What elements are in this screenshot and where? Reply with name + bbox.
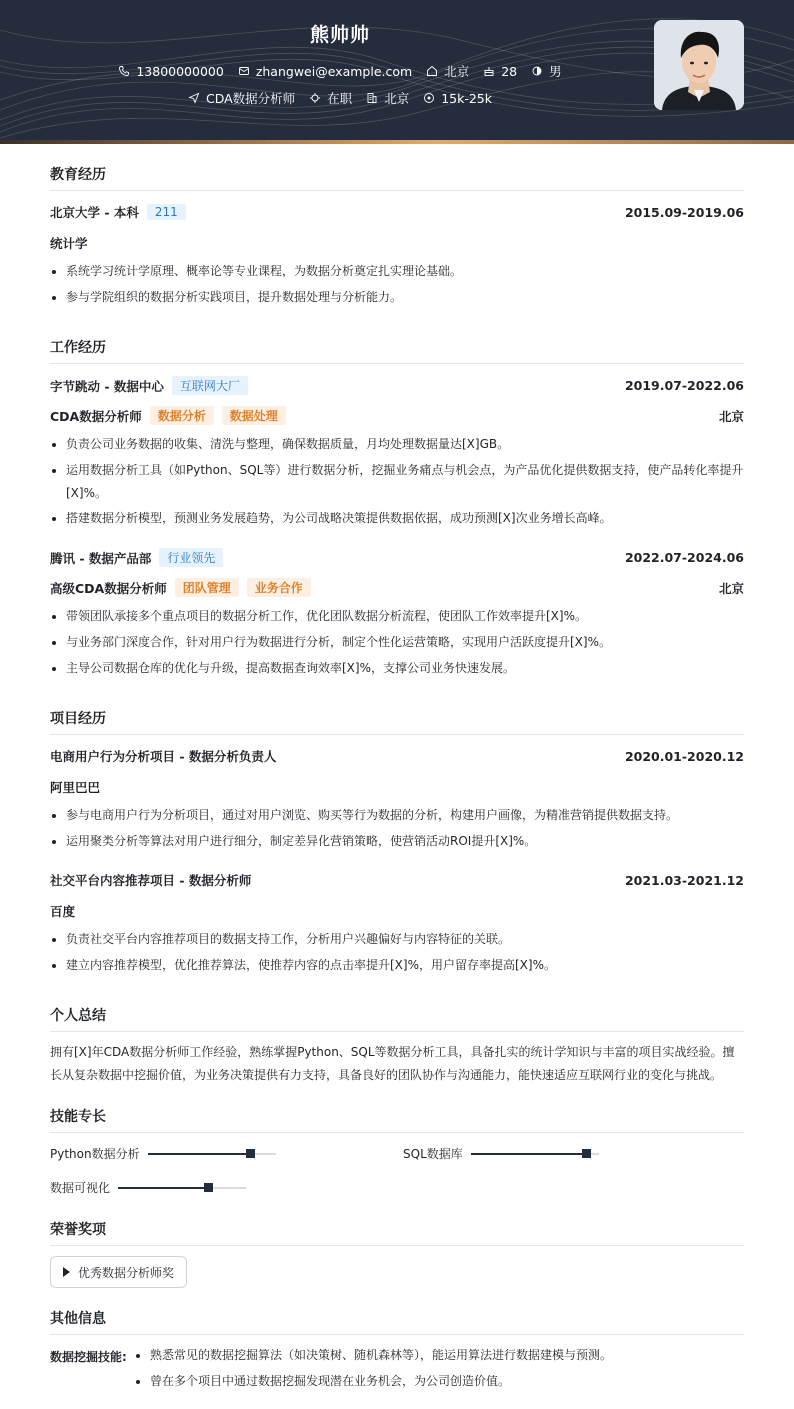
skill-name: SQL数据库 (403, 1147, 463, 1161)
avatar-photo (654, 20, 744, 110)
project-name: 社交平台内容推荐项目 - 数据分析师 (50, 873, 252, 888)
candidate-name: 熊帅帅 (309, 24, 370, 46)
skill-item (403, 1145, 599, 1162)
summary-section-title: 个人总结 (50, 1005, 744, 1032)
phone-item (118, 64, 223, 79)
job-bullet: 主导公司数据仓库的优化与升级，提高数据查询效率[X]%，支撑公司业务快速发展。 (50, 657, 750, 680)
email-item (238, 64, 412, 79)
skills-section-title: 技能专长 (50, 1106, 744, 1133)
skill-level-knob (204, 1183, 213, 1192)
avatar-portrait (654, 20, 744, 110)
job-bullet: 带领团队承接多个重点项目的数据分析工作，优化团队数据分析流程，使团队工作效率提升[X]%。 (50, 605, 750, 628)
other-section-title: 其他信息 (50, 1308, 744, 1335)
project-date: 2021.03-2021.12 (624, 872, 744, 888)
job-bullet: 搭建数据分析模型，预测业务发展趋势，为公司战略决策提供数据依据，成功预测[X]次业务增长高峰。 (50, 507, 750, 530)
email-text: zhangwei@example.com (255, 63, 413, 79)
money-icon (423, 92, 435, 104)
target-job-item (188, 89, 295, 107)
project-row (50, 747, 744, 765)
job-company-row (50, 376, 744, 395)
education-bullet: 系统学习统计学原理、概率论等专业课程，为数据分析奠定扎实理论基础。 (50, 260, 750, 283)
award-toggle[interactable] (50, 1256, 187, 1288)
award-name: 优秀数据分析师奖 (78, 1265, 175, 1280)
gender-text: 男 (549, 64, 562, 79)
skill-item (50, 1145, 276, 1162)
summary-text: 拥有[X]年CDA数据分析师工作经验，熟练掌握Python、SQL等数据分析工具，具备扎实的统计学知识与丰富的项目实战经验。擅长从复杂数据中挖掘价值，为业务决策提供有力支持，具备良好的团队协作与沟通能力，能快速适应互联网行业的变化与挑战。 (50, 1045, 735, 1082)
job-city: 北京 (718, 408, 744, 424)
education-row (50, 203, 744, 221)
other-bullet: 曾在多个项目中通过数据挖掘发现潜在业务机会，为公司创造价值。 (134, 1370, 734, 1393)
job-position: CDA数据分析师 (50, 408, 142, 424)
job-date: 2019.07-2022.06 (624, 378, 744, 393)
send-icon (188, 92, 200, 104)
project-section-title: 项目经历 (50, 708, 744, 735)
project-bullet: 运用聚类分析等算法对用户进行细分，制定差异化营销策略，使营销活动ROI提升[X]%。 (50, 830, 750, 853)
education-bullet: 参与学院组织的数据分析实践项目，提升数据处理与分析能力。 (50, 286, 750, 309)
school-tag: 211 (147, 204, 186, 220)
skill-level-bar (118, 1187, 246, 1189)
job-position: 高级CDA数据分析师 (50, 580, 167, 596)
gender-item (531, 62, 562, 80)
home-icon (426, 65, 438, 77)
target-job-text: CDA数据分析师 (205, 91, 296, 106)
skill-level-knob (246, 1149, 255, 1158)
school-name: 北京大学 - 本科 (50, 205, 139, 220)
skill-level-fill (471, 1153, 586, 1155)
gender-icon (531, 65, 543, 77)
job-position-row (50, 578, 744, 597)
skill-level-bar (148, 1153, 276, 1155)
status-icon (309, 92, 321, 104)
job-intent-row (0, 89, 680, 107)
city-text: 北京 (444, 64, 470, 79)
education-major: 统计学 (50, 236, 88, 251)
status-item (309, 89, 352, 107)
job-city: 北京 (718, 580, 744, 596)
other-bullet: 熟悉常见的数据挖掘算法（如决策树、随机森林等），能运用算法进行数据建模与预测。 (134, 1344, 734, 1367)
target-city-item (366, 89, 409, 107)
skill-tag: 数据分析 (150, 406, 214, 425)
header-accent-bar (0, 140, 794, 144)
skill-tag: 业务合作 (247, 578, 311, 597)
target-city-text: 北京 (384, 91, 410, 106)
resume-header (0, 0, 794, 142)
awards-section-title: 荣誉奖项 (50, 1219, 744, 1246)
city-item (426, 62, 469, 80)
skill-item (50, 1179, 246, 1196)
project-org: 阿里巴巴 (50, 780, 101, 795)
salary-item (423, 91, 492, 106)
project-bullet: 参与电商用户行为分析项目，通过对用户浏览、购买等行为数据的分析，构建用户画像，为精准营销提供数据支持。 (50, 804, 750, 827)
job-company-row (50, 548, 744, 567)
education-section-title: 教育经历 (50, 164, 744, 191)
status-text: 在职 (327, 91, 353, 106)
project-org: 百度 (50, 904, 76, 919)
skill-level-fill (118, 1187, 208, 1189)
project-bullet: 负责社交平台内容推荐项目的数据支持工作，分析用户兴趣偏好与内容特征的关联。 (50, 928, 750, 951)
phone-text: 13800000000 (136, 63, 224, 79)
job-date: 2022.07-2024.06 (624, 550, 744, 565)
cake-icon (483, 65, 495, 77)
skill-tag: 团队管理 (175, 578, 239, 597)
company-tag: 行业领先 (159, 548, 223, 567)
company-name: 字节跳动 - 数据中心 (50, 378, 164, 394)
phone-icon (118, 65, 130, 77)
age-text: 28 (501, 63, 518, 79)
contact-row (0, 62, 680, 80)
building-icon (366, 92, 378, 104)
age-item (483, 64, 517, 79)
project-date: 2020.01-2020.12 (624, 748, 744, 764)
work-section-title: 工作经历 (50, 337, 744, 364)
caret-right-icon (63, 1267, 70, 1277)
job-position-row (50, 406, 744, 425)
other-label: 数据挖掘技能: (50, 1350, 127, 1364)
company-name: 腾讯 - 数据产品部 (50, 550, 152, 566)
skill-tag: 数据处理 (222, 406, 286, 425)
project-row (50, 871, 744, 889)
skill-name: Python数据分析 (50, 1147, 140, 1161)
job-bullet: 运用数据分析工具（如Python、SQL等）进行数据分析，挖掘业务痛点与机会点，为产品优化提供数据支持，使产品转化率提升[X]%。 (50, 459, 750, 505)
education-date: 2015.09-2019.06 (624, 204, 744, 220)
skill-level-fill (148, 1153, 250, 1155)
skill-level-bar (471, 1153, 599, 1155)
project-name: 电商用户行为分析项目 - 数据分析负责人 (50, 749, 277, 764)
skill-name: 数据可视化 (50, 1181, 111, 1195)
job-bullet: 与业务部门深度合作，针对用户行为数据进行分析，制定个性化运营策略，实现用户活跃度提升[X]%。 (50, 631, 750, 654)
project-bullet: 建立内容推荐模型，优化推荐算法，使推荐内容的点击率提升[X]%，用户留存率提高[X]%。 (50, 954, 750, 977)
mail-icon (238, 65, 250, 77)
salary-text: 15k-25k (441, 90, 493, 106)
job-bullet: 负责公司业务数据的收集、清洗与整理，确保数据质量，月均处理数据量达[X]GB。 (50, 433, 750, 456)
skill-level-knob (582, 1149, 591, 1158)
company-tag: 互联网大厂 (172, 376, 248, 395)
